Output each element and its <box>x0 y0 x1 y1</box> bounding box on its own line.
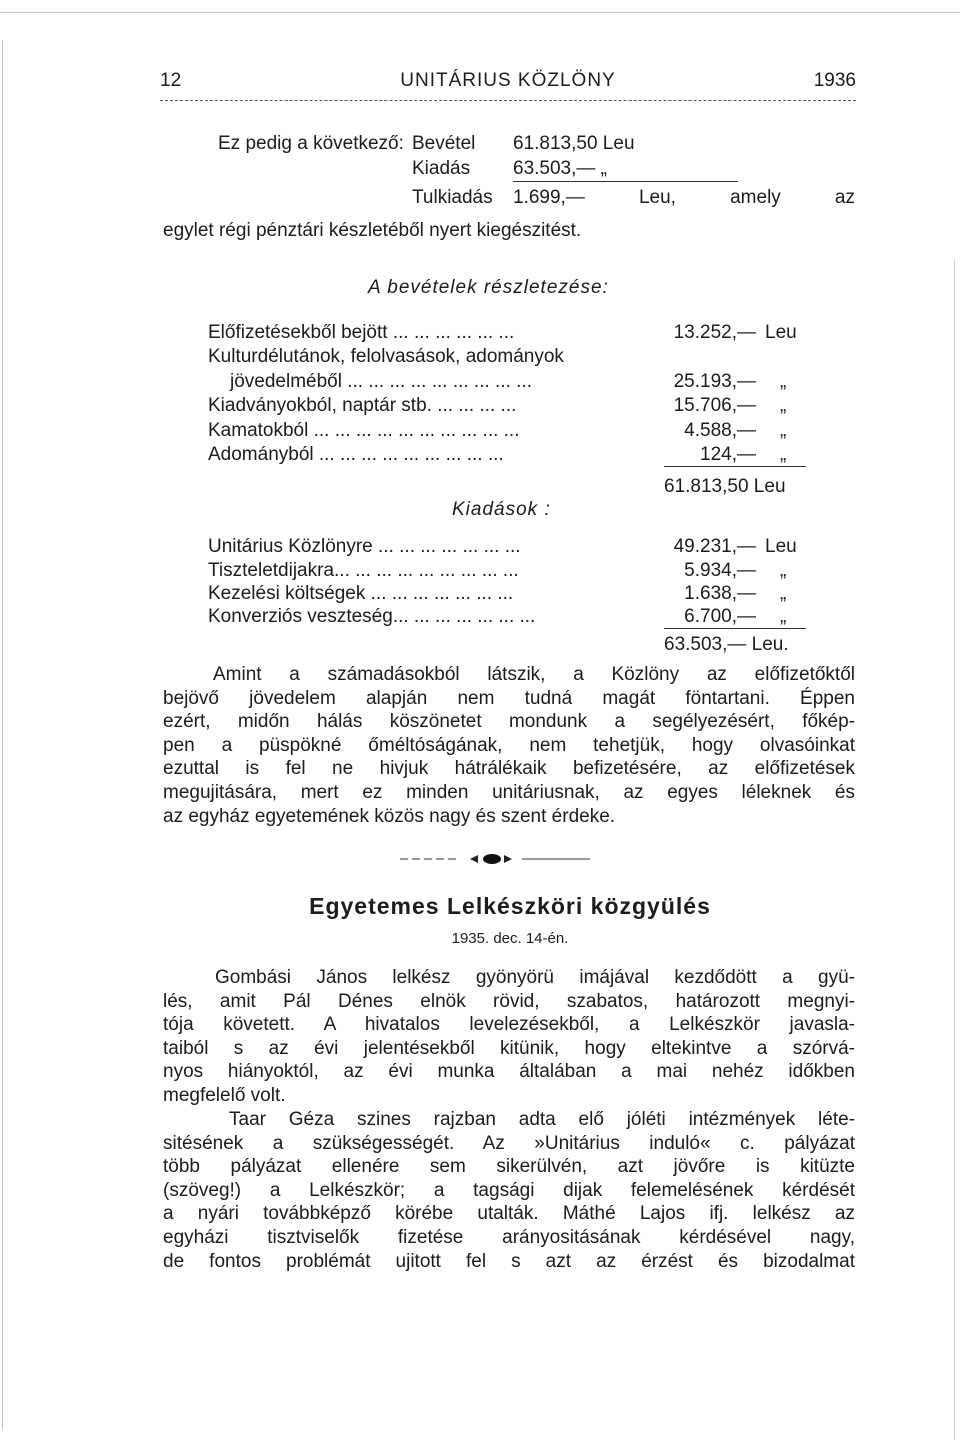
income-row-amount: 13.252,— <box>673 322 756 343</box>
expense-row-label: Unitárius Közlönyre ... ... ... ... ... ... ... <box>208 536 521 557</box>
article-title: Egyetemes Lelkészköri közgyülés <box>309 893 711 919</box>
income-label: Bevétel <box>412 133 476 154</box>
expense-total: 63.503,— Leu. <box>664 634 789 655</box>
income-value: 61.813,50 Leu <box>513 133 635 154</box>
income-row-label: Előfizetésekből bejött ... ... ... ... ... ... <box>208 322 515 343</box>
expenses-heading: Kiadások : <box>452 499 551 520</box>
income-heading: A bevételek részletezése: <box>368 277 609 298</box>
paragraph-line: Amint a számadásokból látszik, a Közlöny az előfizetőktől <box>213 664 855 685</box>
paragraph-line: ezért, midőn hálás köszönetet mondunk a segélyezésért, főkép- <box>163 711 855 733</box>
balance-intro: Ez pedig a következő: <box>218 133 404 154</box>
paragraph-line: (szöveg!) a Lelkészkör; a tagsági dijak felemelésének kérdését <box>163 1179 855 1201</box>
paragraph-line: Taar Géza szines rajzban adta elő jóléti intézmények léte- <box>229 1109 855 1130</box>
paragraph-line: a nyári továbbképző körébe utalták. Máthé Lajos ifj. lelkész az <box>163 1203 855 1225</box>
over-value: 1.699,— Leu, amely az <box>513 187 855 208</box>
income-row-unit: „ <box>780 420 787 441</box>
paragraph-line: de fontos problémát ujitott fel s azt az érzést és bizodalmat <box>163 1250 855 1272</box>
paragraph-line: egyházi tisztviselők fizetése arányositásának kérdésével nagy, <box>163 1226 855 1248</box>
article-paragraph-1 <box>163 966 855 1108</box>
income-row-label: Kiadványokból, naptár stb. ... ... ... ... <box>208 395 517 416</box>
income-row-label: jövedelméből ... ... ... ... ... ... ... ... ... <box>230 371 532 392</box>
expense-row-amount: 49.231,— <box>673 536 756 557</box>
scan-edge-left <box>2 40 3 1430</box>
expense-row-unit: „ <box>780 583 787 604</box>
paragraph-line: az egyház egyetemének közös nagy és szent érdeke. <box>163 805 616 827</box>
paragraph-line: megfelelő volt. <box>163 1084 286 1106</box>
expense-row-unit: „ <box>780 560 787 581</box>
income-row-label: Kulturdélutánok, felolvasások, adományok <box>208 346 564 367</box>
income-total: 61.813,50 Leu <box>664 476 786 497</box>
paragraph-line: lés, amit Pál Dénes elnök rövid, szabatos, határozott megnyi- <box>163 990 855 1012</box>
expense-label: Kiadás <box>412 158 471 179</box>
header-rule <box>160 100 856 101</box>
expense-row-label: Tiszteletdijakra... ... ... ... ... ... ... ... ... <box>208 560 519 581</box>
expense-row-amount: 5.934,— <box>684 560 756 581</box>
income-sum-rule <box>664 466 806 467</box>
income-row-unit: „ <box>780 371 787 392</box>
expense-row-label: Konverziós veszteség... ... ... ... ... ... ... <box>208 606 536 627</box>
journal-title: UNITÁRIUS KÖZLÖNY <box>400 70 616 91</box>
expense-sum-rule <box>664 628 806 629</box>
closing-paragraph <box>163 663 855 828</box>
paragraph-line: taiból s az évi jelentésekből kitünik, hogy eltekintve a szórvá- <box>163 1037 855 1059</box>
page-number: 12 <box>160 70 182 91</box>
paragraph-line: ezuttal is fel ne hivjuk hátrálékaik befizetésére, az előfizetések <box>163 758 855 780</box>
paragraph-line: bejövő jövedelem alapján nem tudná magát föntartani. Éppen <box>163 687 855 709</box>
paragraph-line: megujitására, mert ez minden unitáriusnak, az egyes léleknek és <box>163 781 855 803</box>
income-row-label: Adományból ... ... ... ... ... ... ... ... ... <box>208 444 504 465</box>
balance-continuation: egylet régi pénztári készletéből nyert kiegészitést. <box>163 220 582 241</box>
paragraph-line: pen a püspökné őméltóságának, nem tehetjük, hogy olvasóinkat <box>163 734 855 756</box>
paragraph-line: sitésének a szükségességét. Az »Unitárius induló« c. pályázat <box>163 1132 855 1154</box>
article-date: 1935. dec. 14-én. <box>451 930 569 947</box>
running-header <box>160 70 856 100</box>
over-label: Tulkiadás <box>412 187 493 208</box>
article-paragraph-2 <box>163 1108 855 1273</box>
expense-row-unit: „ <box>780 606 787 627</box>
publication-year: 1936 <box>813 70 856 91</box>
balance-rule <box>513 181 738 182</box>
income-row-unit: „ <box>780 395 787 416</box>
income-row-amount: 15.706,— <box>673 395 756 416</box>
income-row-unit: „ <box>780 444 787 465</box>
section-divider-ornament <box>400 852 590 866</box>
paragraph-line: több pályázat ellenére sem sikerülvén, azt jövőre is kitüzte <box>163 1156 855 1178</box>
paragraph-line: Gombási János lelkész gyönyörü imájával kezdődött a gyü- <box>215 967 855 988</box>
expense-row-unit: Leu <box>765 536 797 557</box>
expense-row-amount: 1.638,— <box>684 583 756 604</box>
income-row-amount: 25.193,— <box>673 371 756 392</box>
paragraph-line: tója követett. A hivatalos levelezésekből, a Lelkészkör javasla- <box>163 1014 855 1036</box>
paragraph-line: nyos hiányoktól, az évi munka általában a mai nehéz időkben <box>163 1061 855 1083</box>
scan-edge-right <box>954 260 955 1440</box>
scan-edge-top <box>0 12 960 13</box>
income-row-amount: 124,— <box>700 444 756 465</box>
income-row-unit: Leu <box>765 322 797 343</box>
income-row-amount: 4.588,— <box>684 420 756 441</box>
expense-value: 63.503,— „ <box>513 158 607 179</box>
income-row-label: Kamatokból ... ... ... ... ... ... ... ... ... ... <box>208 420 520 441</box>
expense-row-amount: 6.700,— <box>684 606 756 627</box>
expense-row-label: Kezelési költségek ... ... ... ... ... ... ... <box>208 583 514 604</box>
